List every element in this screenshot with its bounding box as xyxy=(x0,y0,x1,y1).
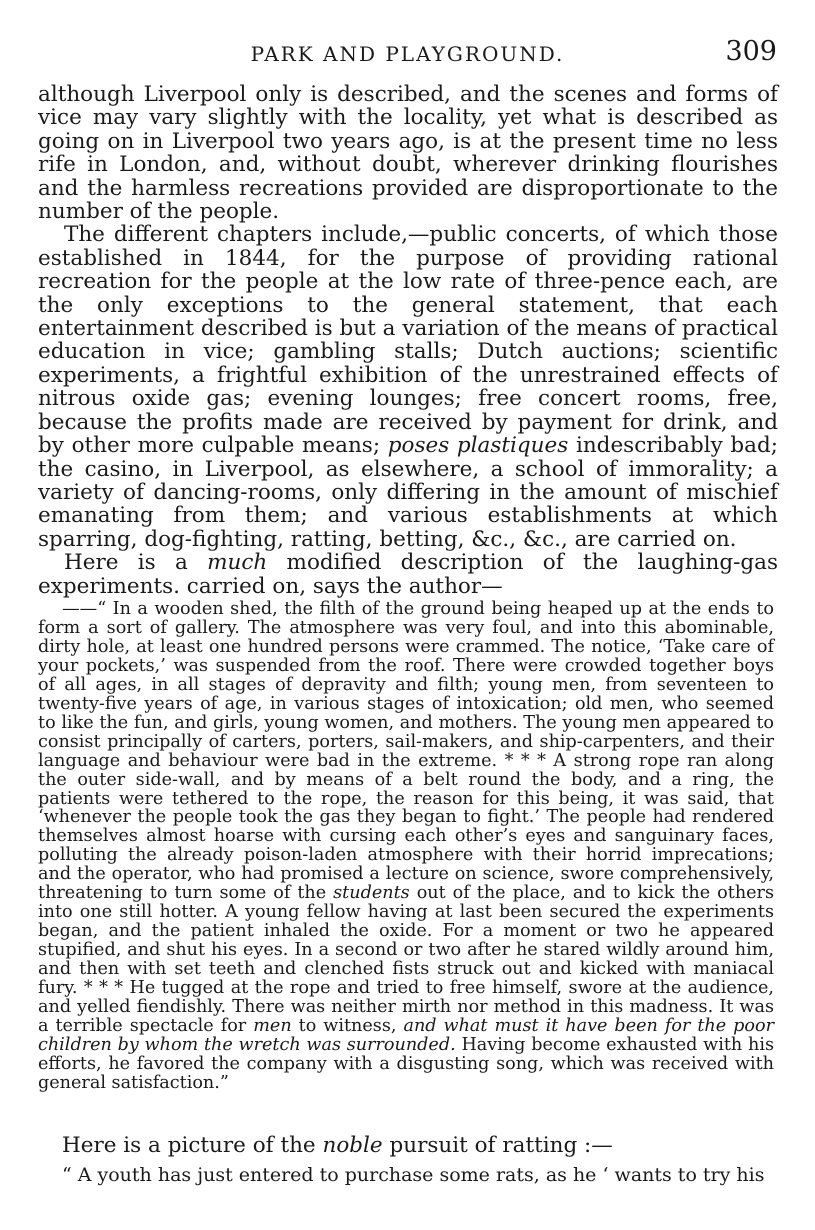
quote-text: ——“ In a wooden shed, the filth of the ground being heaped up at the ends to form a sort of gallery. The atmosphere was very foul, and into this abominable, dirty hole, at least one hundred persons were crammed. The notice, ‘Take care of your pockets,’ was suspended from the roof. There were crowded together boys of all ages, in all stages of depravity and filth; young men, from seventeen to twenty-five years of age, in various stages of intoxication; old men, who seemed to like the fun, and girls, young women, and mothers. The young men appeared to consist principally of carters, porters, sail-makers, and ship-carpenters, and their language and behaviour were bad in the extreme. * * * A strong rope ran along the outer side-wall, and by means of a belt round the body, and a ring, the patients were tethered to the rope, the reason for this being, it was said, that ‘whenever the people took the gas they began to fight.’ The people had rendered themselves almost hoarse with cursing each other’s eyes and sanguinary faces, polluting the already poison-laden atmosphere with their horrid imprecations; and the operator, who had promised a lecture on science, swore comprehensively, threatening to turn some of the xyxy=(38,599,774,904)
running-title: PARK AND PLAYGROUND. xyxy=(250,42,565,66)
paragraph-text: The different chapters include,—public concerts, of which those established in 1844, for the purpose of providing rational recreation for the people at the low rate of three-pence each, are the only exceptions to the general statement, that each entertainment described is but a variation of the means of practical education in vice; gambling stalls; Dutch auctions; scientific experiments, a frightful exhibition of the unrestrained effects of nitrous oxide gas; evening lounges; free concert rooms, free, because the profits made are received by payment for drink, and by other more culpable means; xyxy=(38,222,778,459)
italic-word: students xyxy=(333,883,410,904)
quote-text: Having become exhausted with his efforts, he favored the company with a disgusting song, which was received with general satisfaction.” xyxy=(38,1034,774,1093)
quote-start-line xyxy=(38,1160,778,1190)
paragraph-text: modified description of the laughing-gas experiments. carried on, says the author— xyxy=(38,550,778,599)
paragraph-text: Here is a xyxy=(64,550,208,576)
quote-text: “ A youth has just entered to purchase some rats, as he ‘ wants to try his xyxy=(62,1164,765,1186)
closing-text xyxy=(38,1132,778,1190)
page-number: 309 xyxy=(725,36,777,67)
paragraph-text: indescribably bad; the casino, in Liverpool, as elsewhere, a school of immorality; a variety of dancing-rooms, only differing in the amount of mischief emanating from them; and various establishments at which sparring, dog-fighting, ratting, betting, &c., &c., are carried on. xyxy=(38,433,779,552)
italic-phrase: poses plastiques xyxy=(387,433,569,459)
paragraph-text: pursuit of ratting :— xyxy=(382,1133,613,1158)
italic-word: noble xyxy=(322,1133,383,1158)
italic-phrase: and what must it have been for the poor children by whom the wretch was surrounded. xyxy=(38,1015,775,1055)
paragraph-text: Here is a picture of the xyxy=(62,1133,323,1158)
quote-paragraph xyxy=(38,600,774,1093)
running-head xyxy=(36,32,779,68)
paragraph-continuation xyxy=(38,83,778,223)
paragraph-ratting xyxy=(38,1132,778,1160)
body-text xyxy=(38,83,778,598)
paragraph-chapters xyxy=(38,223,778,551)
italic-word: men xyxy=(253,1015,292,1036)
block-quote xyxy=(38,600,774,1093)
quote-text: to witness, xyxy=(291,1015,404,1036)
quote-text: out of the place, and to kick the others into one still hotter. A young fellow having at last been secured the experiments began, and the patient inhaled the oxide. For a moment or two he appeared stupified, and shut his eyes. In a second or two after he stared wildly around him, and then with set teeth and clenched fists struck out and kicked with maniacal fury. * * * He tugged at the rope and tried to free himself, swore at the audience, and yelled fiendishly. There was neither mirth nor method in this madness. It was a terrible spectacle for xyxy=(38,883,774,1036)
paragraph-text: although Liverpool only is described, and the scenes and forms of vice may vary slightly with the locality, yet what is described as going on in Liverpool two years ago, is at the present time no less rife in London, and, without doubt, wherever drinking flourishes and the harmless recreations provided are disproportionate to the number of the people. xyxy=(38,82,778,225)
italic-word: much xyxy=(207,550,268,576)
paragraph-intro-quote xyxy=(38,551,778,598)
